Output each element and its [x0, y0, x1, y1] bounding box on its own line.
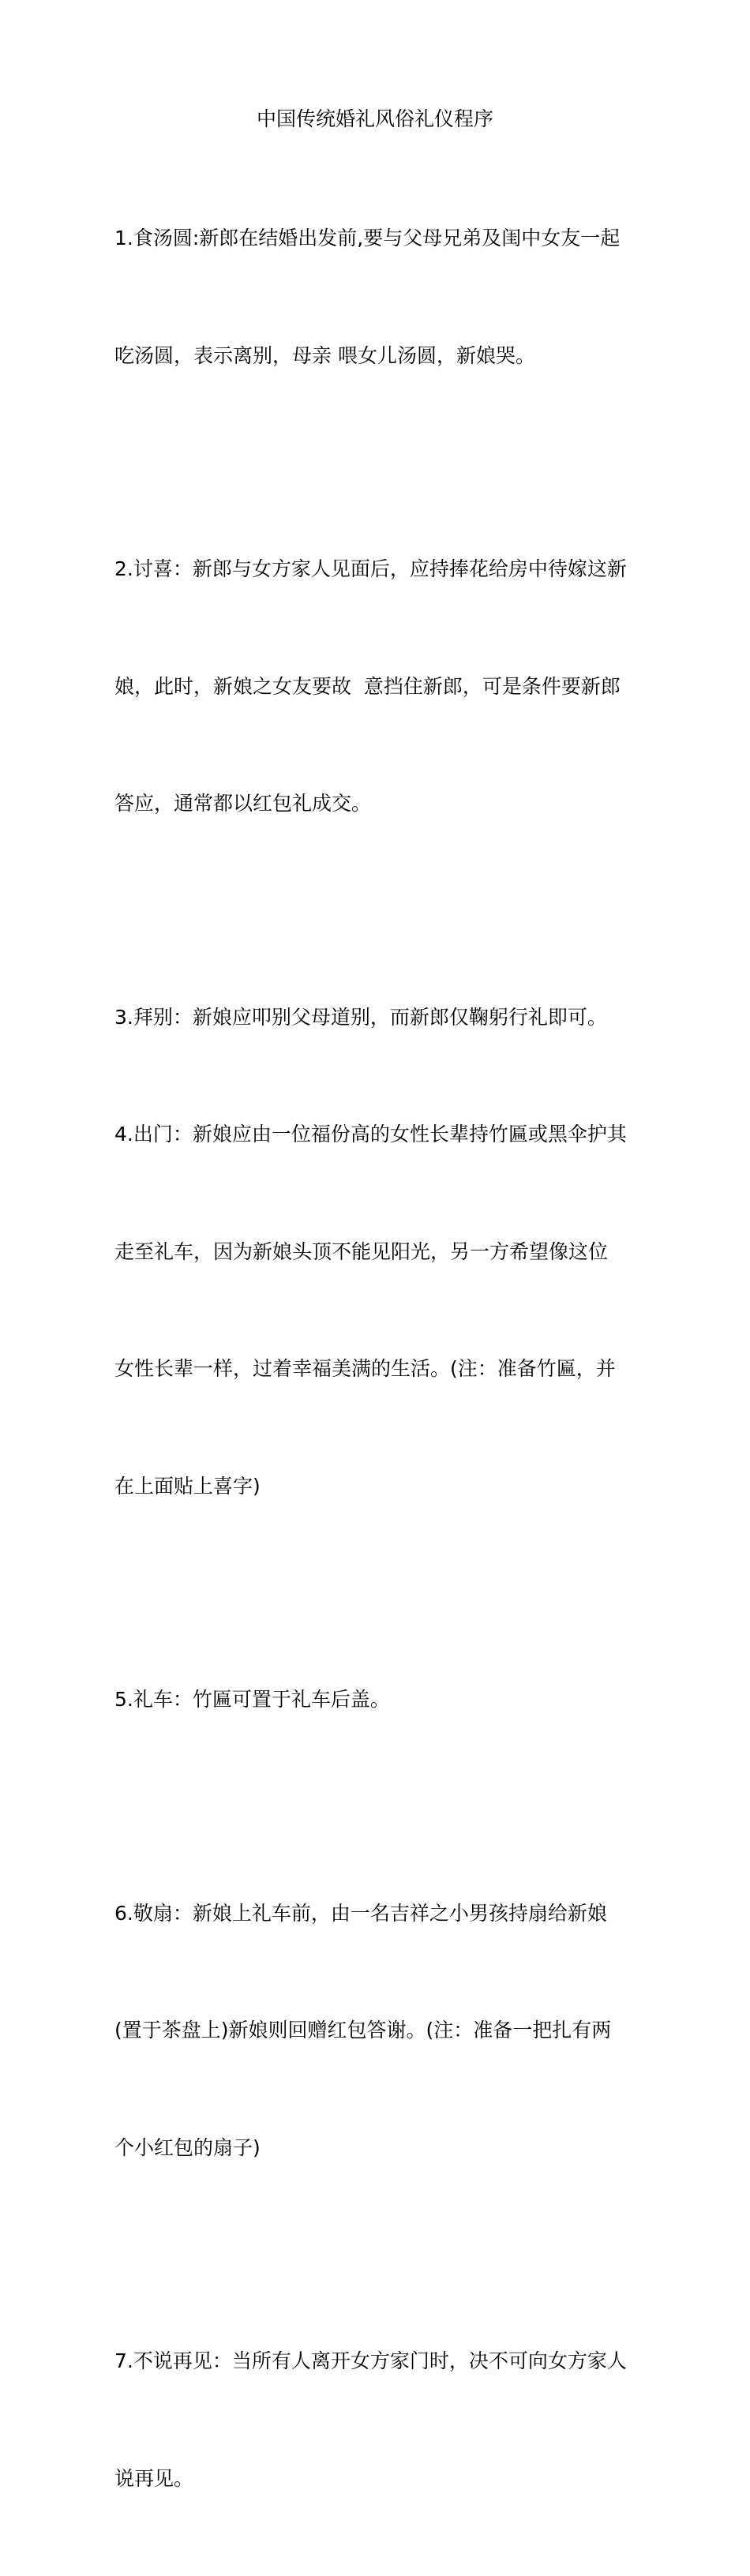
section-7-bushuozaijian — [114, 2263, 639, 2576]
section-1-food-tangyuan — [114, 141, 639, 453]
section-3-4-baibie-chumen — [114, 920, 639, 1584]
text-line: 在上面贴上喜字) — [114, 1474, 261, 1498]
text-line: 5.礼车：竹匾可置于礼车后盖。 — [114, 1688, 390, 1711]
text-line: 个小红包的扇子) — [114, 2135, 261, 2159]
text-line: 6.敬扇：新娘上礼车前，由一名吉祥之小男孩持扇给新娘 — [114, 1901, 607, 1925]
document-title: 中国传统婚礼风俗礼仪程序 — [256, 107, 493, 130]
text-line: 3.拜别：新娘应叩别父母道别，而新郎仅鞠躬行礼即可。 — [114, 1005, 607, 1029]
text-line: 4.出门：新娘应由一位福份高的女性长辈持竹匾或黑伞护其 — [114, 1123, 627, 1146]
text-line: 1.食汤圆:新郎在结婚出发前,要与父母兄弟及闺中女友一起 — [114, 227, 621, 249]
text-line: 7.不说再见：当所有人离开女方家门时，决不可向女方家人 — [114, 2349, 627, 2372]
text-line: 吃汤圆，表示离别，母亲 喂女儿汤圆，新娘哭。 — [114, 343, 535, 367]
text-line: 说再见。 — [114, 2466, 194, 2490]
text-line: 女性长辈一样，过着幸福美满的生活。(注：准备竹匾，并 — [114, 1357, 616, 1380]
text-line: 走至礼车，因为新娘头顶不能见阳光，另一方希望像这位 — [114, 1239, 609, 1263]
section-6-jingshan — [114, 1816, 639, 2246]
text-line: 答应，通常都以红包礼成交。 — [114, 792, 372, 815]
section-5-liche — [114, 1602, 639, 1798]
text-line: 娘，此时，新娘之女友要故 意挡住新郎，可是条件要新郎 — [114, 674, 621, 698]
text-line: (置于茶盘上)新娘则回赠红包答谢。(注：准备一把扎有两 — [114, 2019, 612, 2042]
document-body — [114, 141, 639, 2576]
section-2-taoxi — [114, 471, 639, 902]
text-line: 2.讨喜：新郎与女方家人见面后，应持捧花给房中待嫁这新 — [114, 557, 627, 580]
